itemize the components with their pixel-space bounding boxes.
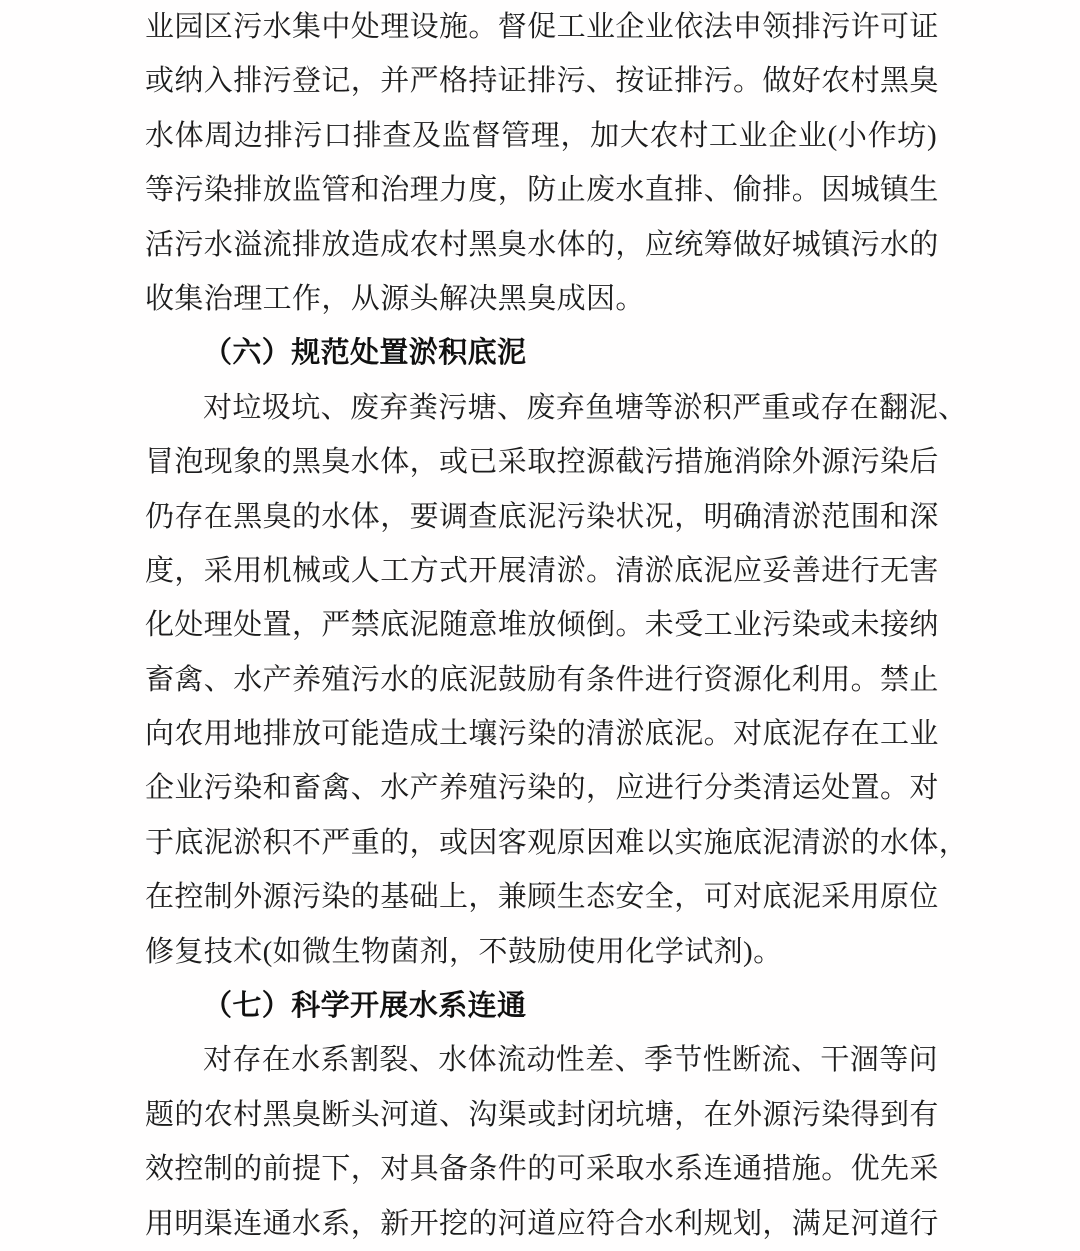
document-line: 冒泡现象的黑臭水体，或已采取控源截污措施消除外源污染后 [145, 446, 939, 479]
document-line-paragraph-end: 修复技术(如微生物菌剂，不鼓励使用化学试剂)。 [145, 935, 783, 968]
document-line: 活污水溢流排放造成农村黑臭水体的，应统筹做好城镇污水的 [145, 228, 939, 261]
document-line-paragraph-end: 收集治理工作，从源头解决黑臭成因。 [145, 282, 645, 315]
document-line: 等污染排放监管和治理力度，防止废水直排、偷排。因城镇生 [145, 174, 939, 207]
document-line: 用明渠连通水系，新开挖的河道应符合水利规划，满足河道行 [145, 1207, 939, 1240]
document-line: 效控制的前提下，对具备条件的可采取水系连通措施。优先采 [145, 1153, 939, 1186]
document-line: 水体周边排污口排查及监督管理，加大农村工业企业(小作坊) [145, 119, 937, 152]
document-line: 于底泥淤积不严重的，或因客观原因难以实施底泥清淤的水体， [145, 826, 969, 859]
document-line: 在控制外源污染的基础上，兼顾生态安全，可对底泥采用原位 [145, 881, 939, 914]
document-text-block [145, 0, 969, 1251]
document-line: 仍存在黑臭的水体，要调查底泥污染状况，明确清淤范围和深 [145, 500, 939, 533]
document-line: 化处理处置，严禁底泥随意堆放倾倒。未受工业污染或未接纳 [145, 609, 939, 642]
document-line: 向农用地排放可能造成土壤污染的清淤底泥。对底泥存在工业 [145, 718, 939, 751]
section-heading-six: （六）规范处置淤积底泥 [203, 337, 527, 370]
document-line: 企业污染和畜禽、水产养殖污染的，应进行分类清运处置。对 [145, 772, 939, 805]
document-line: 题的农村黑臭断头河道、沟渠或封闭坑塘，在外源污染得到有 [145, 1098, 939, 1131]
document-line-paragraph-start: 对存在水系割裂、水体流动性差、季节性断流、干涸等问 [203, 1044, 939, 1077]
document-line-paragraph-start: 对垃圾坑、废弃粪污塘、废弃鱼塘等淤积严重或存在翻泥、 [203, 391, 968, 424]
document-line: 度，采用机械或人工方式开展清淤。清淤底泥应妥善进行无害 [145, 554, 939, 587]
section-heading-seven: （七）科学开展水系连通 [203, 990, 527, 1023]
document-line: 或纳入排污登记，并严格持证排污、按证排污。做好农村黑臭 [145, 65, 939, 98]
document-line: 畜禽、水产养殖污水的底泥鼓励有条件进行资源化利用。禁止 [145, 663, 939, 696]
document-line: 业园区污水集中处理设施。督促工业企业依法申领排污许可证 [145, 11, 939, 43]
